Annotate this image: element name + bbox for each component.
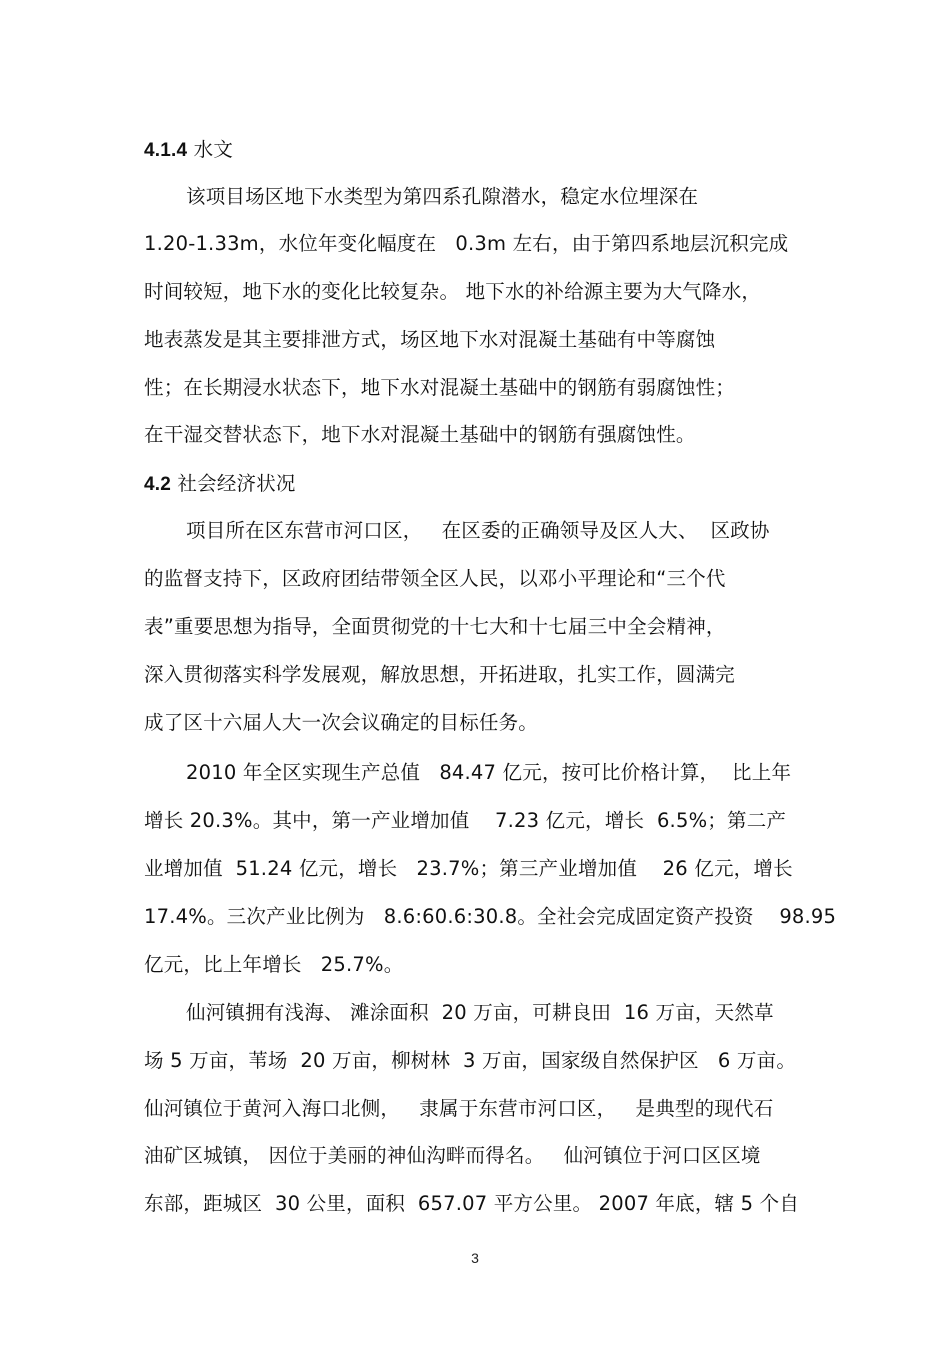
paragraph-line: 2010 年全区实现生产总值 84.47 亿元，按可比价格计算， 比上年 — [186, 761, 792, 784]
paragraph-line: 东部，距城区 30 公里，面积 657.07 平方公里。 2007 年底，辖 5 个自 — [144, 1192, 800, 1215]
paragraph-line: 地表蒸发是其主要排泄方式，场区地下水对混凝土基础有中等腐蚀 — [144, 328, 716, 351]
paragraph-line: 的监督支持下，区政府团结带领全区人民，以邓小平理论和“三个代 — [144, 567, 726, 590]
paragraph-line: 仙河镇位于黄河入海口北侧， 隶属于东营市河口区， 是典型的现代石 — [144, 1097, 774, 1120]
paragraph-line: 表”重要思想为指导，全面贯彻党的十七大和十七届三中全会精神， — [144, 615, 726, 638]
paragraph-line: 业增加值 51.24 亿元，增长 23.7%；第三产业增加值 26 亿元，增长 — [144, 857, 793, 880]
paragraph-line: 增长 20.3%。其中，第一产业增加值 7.23 亿元，增长 6.5%；第二产 — [144, 809, 787, 832]
paragraph-line: 深入贯彻落实科学发展观，解放思想，开拓进取，扎实工作，圆满完 — [144, 663, 736, 686]
page-number: 3 — [471, 1250, 479, 1266]
paragraph-line: 项目所在区东营市河口区， 在区委的正确领导及区人大、 区政协 — [186, 519, 770, 542]
section-title: 社会经济状况 — [171, 472, 296, 495]
section-heading-socioeconomic — [144, 471, 296, 498]
section-title: 水文 — [187, 138, 234, 161]
paragraph-line: 成了区十六届人大一次会议确定的目标任务。 — [144, 711, 539, 734]
paragraph-line: 该项目场区地下水类型为第四系孔隙潜水，稳定水位埋深在 — [186, 185, 699, 208]
paragraph-line: 17.4%。三次产业比例为 8.6:60.6:30.8。全社会完成固定资产投资 98.95 — [144, 905, 837, 928]
section-number: 4.2 — [144, 474, 172, 495]
section-number: 4.1.4 — [144, 140, 188, 161]
section-heading-hydrology — [144, 137, 233, 164]
paragraph-line: 1.20-1.33m，水位年变化幅度在 0.3m 左右，由于第四系地层沉积完成 — [144, 232, 789, 255]
paragraph-line: 场 5 万亩，苇场 20 万亩，柳树林 3 万亩，国家级自然保护区 6 万亩。 — [144, 1049, 797, 1072]
paragraph-line: 性；在长期浸水状态下，地下水对混凝土基础中的钢筋有弱腐蚀性； — [144, 376, 736, 399]
paragraph-line: 亿元，比上年增长 25.7%。 — [144, 953, 404, 976]
paragraph-line: 仙河镇拥有浅海、 滩涂面积 20 万亩，可耕良田 16 万亩，天然草 — [186, 1001, 774, 1024]
paragraph-line: 时间较短，地下水的变化比较复杂。 地下水的补给源主要为大气降水， — [144, 280, 762, 303]
paragraph-line: 在干湿交替状态下，地下水对混凝土基础中的钢筋有强腐蚀性。 — [144, 423, 696, 446]
paragraph-line: 油矿区城镇， 因位于美丽的神仙沟畔而得名。 仙河镇位于河口区区境 — [144, 1144, 761, 1167]
